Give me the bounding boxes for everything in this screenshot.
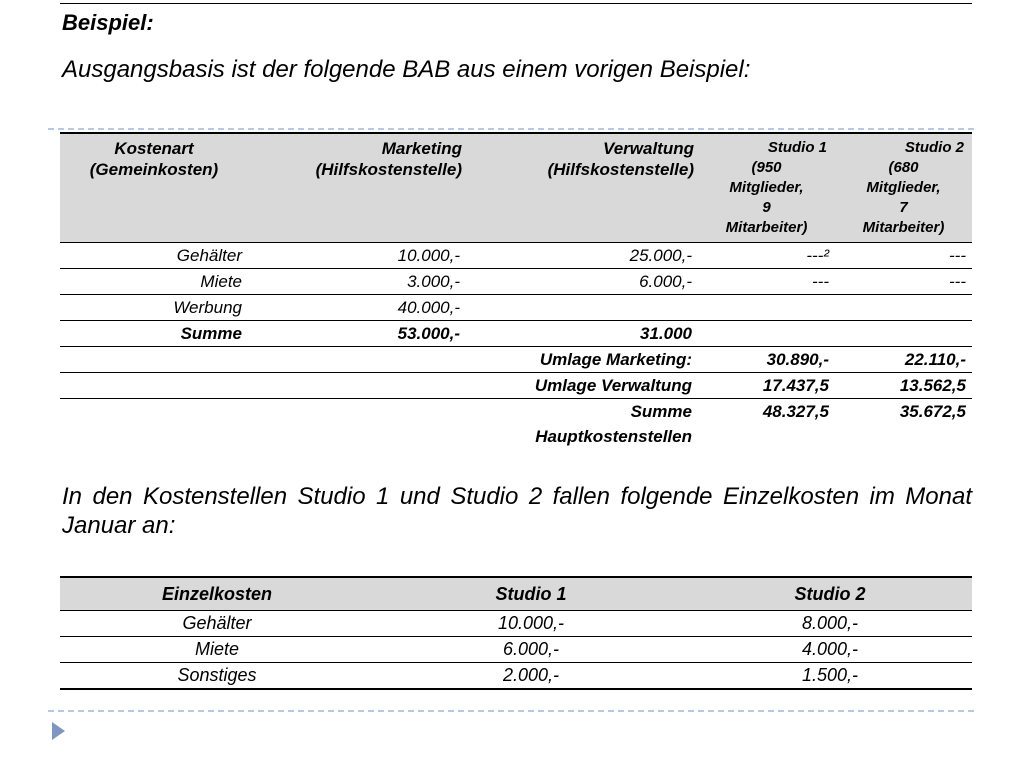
cell-verwaltung: 31.000 [466, 321, 698, 347]
cell-studio1: 48.327,5 [762, 402, 829, 421]
row-label: Werbung [60, 295, 248, 321]
cell-studio2: 4.000,- [688, 637, 972, 663]
cell-marketing: 53.000,- [248, 321, 466, 347]
row-label: Umlage Marketing: [466, 347, 698, 373]
cell-studio2: --- [835, 269, 972, 295]
row-label: Summe [60, 321, 248, 347]
top-rule [60, 3, 972, 4]
dashed-divider-top [48, 128, 974, 130]
table-row [60, 243, 972, 269]
cell-studio2 [835, 321, 972, 347]
cell-studio1: 6.000,- [374, 637, 688, 663]
header-studio1: Studio 1 [374, 577, 688, 611]
table-row [60, 611, 972, 637]
table-row [60, 663, 972, 690]
umlage-marketing-row [60, 347, 972, 373]
cell-studio1: --- [698, 269, 835, 295]
header-einzelkosten: Einzelkosten [60, 577, 374, 611]
cell-studio1: 10.000,- [374, 611, 688, 637]
paragraph-einzelkosten: In den Kostenstellen Studio 1 und Studio 2 fallen folgende Einzelkosten im Monat Januar an: [62, 483, 972, 539]
cell-marketing: 40.000,- [248, 295, 466, 321]
summe-row [60, 321, 972, 347]
header-studio1: Studio 1 (950 Mitglieder, 9 Mitarbeiter) [698, 133, 835, 243]
header-kostenart: Kostenart (Gemeinkosten) [60, 133, 248, 243]
cell-verwaltung [466, 295, 698, 321]
table-row [60, 295, 972, 321]
row-label: Gehälter [60, 243, 248, 269]
bab-table [60, 132, 972, 449]
cell-marketing: 10.000,- [248, 243, 466, 269]
cell-studio2: 35.672,5 [899, 402, 966, 421]
row-label: Gehälter [60, 611, 374, 637]
header-studio2: Studio 2 (680 Mitglieder, 7 Mitarbeiter) [835, 133, 972, 243]
einzelkosten-header-row [60, 577, 972, 611]
cell-studio2: 1.500,- [688, 663, 972, 690]
dashed-divider-bottom [48, 710, 974, 712]
slide-marker-icon [52, 722, 65, 740]
cell-studio1 [698, 321, 835, 347]
table-row [60, 637, 972, 663]
cell-studio2: 8.000,- [688, 611, 972, 637]
cell-studio2: 22.110,- [835, 347, 972, 373]
intro-text: Ausgangsbasis ist der folgende BAB aus einem vorigen Beispiel: [62, 56, 751, 83]
table-row [60, 269, 972, 295]
cell-studio2: 13.562,5 [835, 373, 972, 399]
einzelkosten-table [60, 576, 972, 690]
row-label: Umlage Verwaltung [466, 373, 698, 399]
cell-studio1: ---² [698, 243, 835, 269]
cell-studio2 [835, 295, 972, 321]
row-label: Miete [60, 637, 374, 663]
header-marketing: Marketing (Hilfskostenstelle) [248, 133, 466, 243]
cell-studio1: 30.890,- [698, 347, 835, 373]
bab-header-row [60, 133, 972, 243]
cell-marketing: 3.000,- [248, 269, 466, 295]
row-label: Sonstiges [60, 663, 374, 690]
cell-verwaltung: 6.000,- [466, 269, 698, 295]
summe-hauptkostenstellen-row [60, 399, 972, 450]
row-label: Summe Hauptkostenstellen [535, 402, 692, 446]
cell-studio1: 2.000,- [374, 663, 688, 690]
umlage-verwaltung-row [60, 373, 972, 399]
cell-studio2: --- [835, 243, 972, 269]
slide-heading: Beispiel: [62, 10, 154, 35]
header-studio2: Studio 2 [688, 577, 972, 611]
cell-studio1 [698, 295, 835, 321]
cell-verwaltung: 25.000,- [466, 243, 698, 269]
header-verwaltung: Verwaltung (Hilfskostenstelle) [466, 133, 698, 243]
row-label: Miete [60, 269, 248, 295]
cell-studio1: 17.437,5 [698, 373, 835, 399]
